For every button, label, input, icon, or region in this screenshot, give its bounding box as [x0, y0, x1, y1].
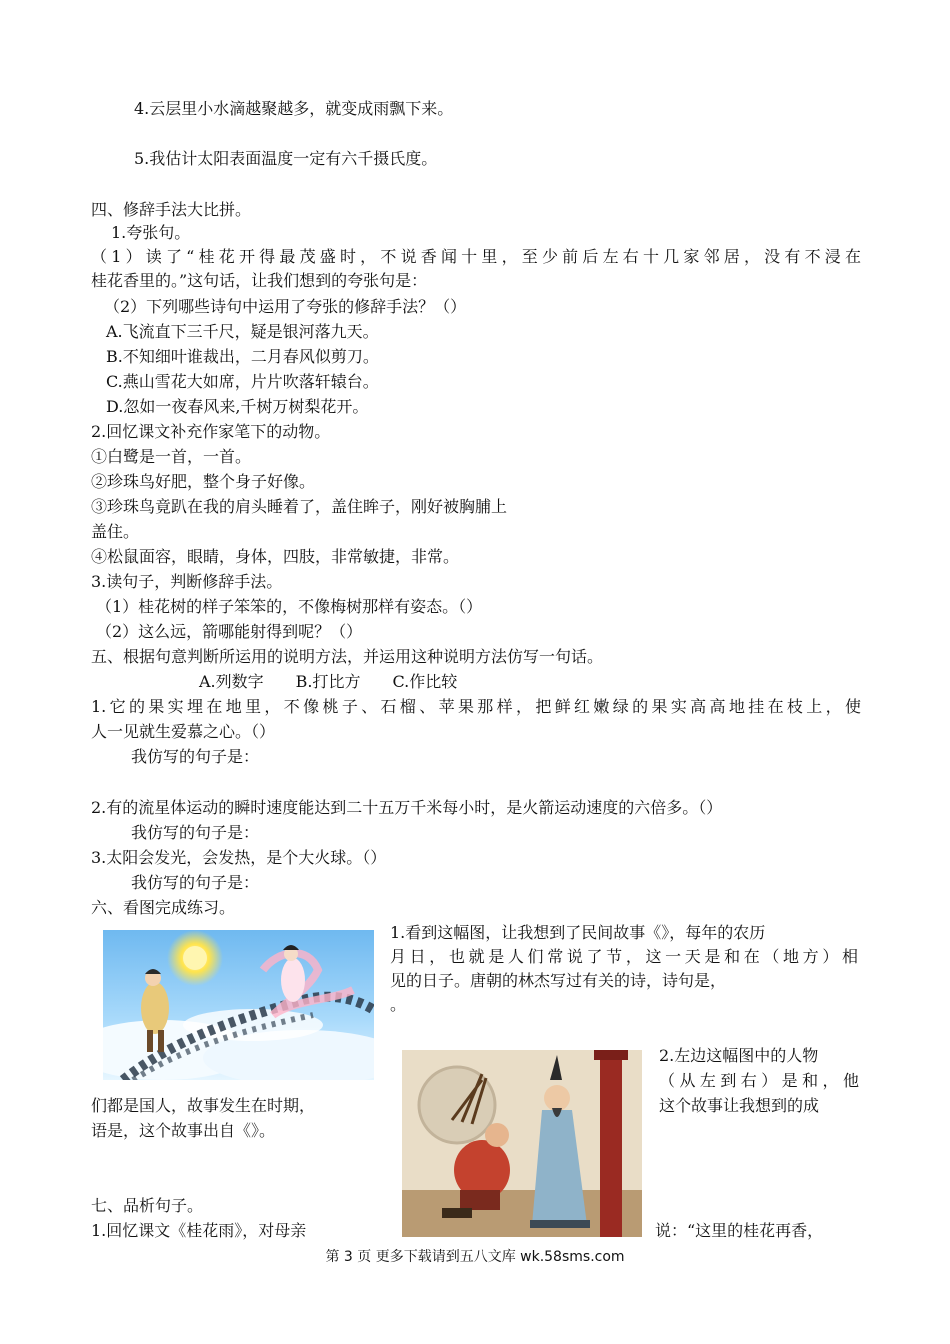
section-6-heading: 六、看图完成练习。	[91, 898, 236, 917]
item-5-3-a: 3.太阳会发光，会发热，是个大火球。（）	[91, 848, 387, 867]
page-footer: 第 3 页 更多下载请到五八文库 wk.58sms.com	[325, 1249, 625, 1265]
item-5-2-a: 2.有的流星体运动的瞬时速度能达到二十五万千米每小时，是火箭运动速度的六倍多。（）	[91, 798, 723, 817]
item-4-3-1: （1）桂花树的样子笨笨的，不像梅树那样有姿态。（）	[96, 597, 483, 616]
item-5-2-answer: 我仿写的句子是：	[131, 823, 260, 842]
section-5-options: A.列数字 B.打比方 C.作比较	[199, 672, 458, 691]
item-7-1-right: 说：“这里的桂花再香，	[655, 1221, 824, 1240]
item-4-1: 1.夸张句。	[111, 223, 191, 242]
line-4: 4.云层里小水滴越聚越多，就变成雨飘下来。	[134, 99, 454, 118]
option-c: C.燕山雪花大如席，片片吹落轩辕台。	[106, 372, 379, 391]
circle-1: ①白鹭是一首，一首。	[91, 447, 252, 466]
circle-3: ③珍珠鸟竟趴在我的肩头睡着了，盖住眸子，刚好被胸脯上	[91, 497, 508, 516]
apology-illustration	[402, 1050, 642, 1237]
magpie-bridge-svg	[103, 930, 374, 1080]
item-6-2-c-left: 们都是国人，故事发生在时期，	[91, 1096, 316, 1115]
item-4-2: 2.回忆课文补充作家笔下的动物。	[91, 422, 331, 441]
item-4-1-2: （2）下列哪些诗句中运用了夸张的修辞手法？（）	[104, 297, 467, 316]
section-7-heading: 七、品析句子。	[91, 1196, 204, 1215]
option-b: B.不知细叶谁裁出，二月春风似剪刀。	[106, 347, 379, 366]
item-5-1-b: 人一见就生爱慕之心。（）	[91, 722, 276, 741]
item-6-2-d: 语是，这个故事出自《》。	[91, 1121, 276, 1140]
circle-3-continued: 盖住。	[91, 522, 140, 541]
item-5-1-answer: 我仿写的句子是：	[131, 747, 260, 766]
item-4-1-1-a: （1）读了“桂花开得最茂盛时，不说香闻十里，至少前后左右十几家邻居，没有不浸在	[91, 247, 861, 266]
item-6-1-b: 月日，也就是人们常说了节，这一天是和在（地方）相	[390, 947, 858, 966]
magpie-bridge-illustration	[103, 930, 374, 1080]
item-4-1-1-b: 桂花香里的。”这句话，让我们想到的夸张句是：	[91, 271, 428, 290]
item-4-3: 3.读句子，判断修辞手法。	[91, 572, 283, 591]
item-6-2-b: （从左到右）是和，他	[659, 1071, 859, 1090]
item-4-3-2: （2）这么远，箭哪能射得到呢？（）	[96, 622, 363, 641]
section-4-heading: 四、修辞手法大比拼。	[91, 200, 252, 219]
circle-2: ②珍珠鸟好肥，整个身子好像。	[91, 472, 316, 491]
option-d: D.忽如一夜春风来,千树万树梨花开。	[106, 397, 369, 416]
circle-4: ④松鼠面容，眼睛，身体，四肢，非常敏捷，非常。	[91, 547, 460, 566]
item-5-3-answer: 我仿写的句子是：	[131, 873, 260, 892]
line-5: 5.我估计太阳表面温度一定有六千摄氏度。	[134, 149, 438, 168]
item-6-2-c-right: 这个故事让我想到的成	[659, 1096, 820, 1115]
item-6-1-a: 1.看到这幅图，让我想到了民间故事《》，每年的农历	[390, 923, 766, 942]
item-5-1-a: 1.它的果实埋在地里，不像桃子、石榴、苹果那样，把鲜红嫩绿的果实高高地挂在枝上，使	[91, 697, 861, 716]
item-6-1-d: 。	[390, 995, 407, 1014]
item-6-1-c: 见的日子。唐朝的林杰写过有关的诗，诗句是，	[390, 971, 727, 990]
section-5-heading: 五、根据句意判断所运用的说明方法，并运用这种说明方法仿写一句话。	[91, 647, 604, 666]
apology-svg	[402, 1050, 642, 1237]
option-a: A.飞流直下三千尺，疑是银河落九天。	[106, 322, 379, 341]
item-7-1-left: 1.回忆课文《桂花雨》，对母亲	[91, 1221, 307, 1240]
item-6-2-a: 2.左边这幅图中的人物	[659, 1046, 819, 1065]
